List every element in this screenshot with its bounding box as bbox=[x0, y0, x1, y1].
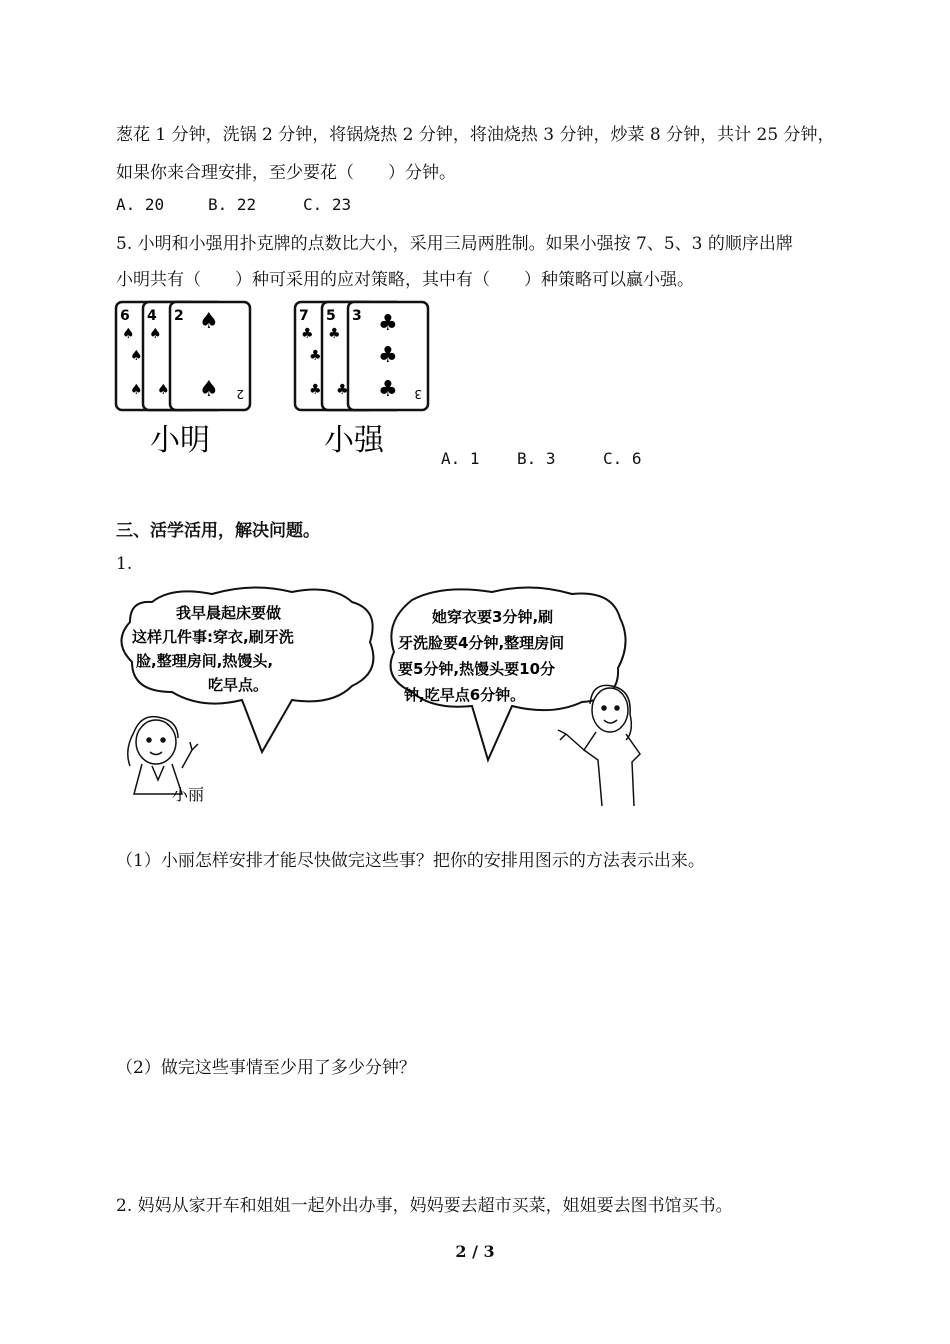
left-bubble-line4: 吃早点。 bbox=[208, 676, 269, 694]
q5-option-b: B. 3 bbox=[517, 449, 556, 468]
spade-icon: ♠ bbox=[199, 377, 219, 402]
right-bubble-line3: 要5分钟,热馒头要10分 bbox=[398, 660, 556, 678]
girl-name-label: 小丽 bbox=[172, 785, 205, 804]
club-icon: ♣ bbox=[309, 382, 322, 398]
q4-line2: 如果你来合理安排，至少要花（ ）分钟。 bbox=[116, 163, 456, 183]
left-bubble-line3: 脸,整理房间,热馒头, bbox=[136, 652, 274, 670]
playing-cards-figure bbox=[110, 298, 440, 468]
q4-option-c: C. 23 bbox=[303, 195, 352, 214]
page-number: 2 / 3 bbox=[455, 1242, 495, 1261]
right-bubble-line4: 钟,吃早点6分钟。 bbox=[404, 686, 526, 704]
q4-line1: 葱花 1 分钟，洗锅 2 分钟，将锅烧热 2 分钟，将油烧热 3 分钟，炒菜 8 分钟，共计 25 分钟， bbox=[116, 125, 835, 145]
sub-question-1: （1）小丽怎样安排才能尽快做完这些事？把你的安排用图示的方法表示出来。 bbox=[116, 851, 705, 871]
spade-icon: ♠ bbox=[199, 309, 219, 334]
xiaoqiang-label: 小强 bbox=[324, 423, 384, 458]
q4-option-a: A. 20 bbox=[116, 195, 165, 214]
sub-question-2: （2）做完这些事情至少用了多少分钟？ bbox=[116, 1058, 416, 1078]
question-2: 2. 妈妈从家开车和姐姐一起外出办事，妈妈要去超市买菜，姐姐要去图书馆买书。 bbox=[116, 1196, 733, 1216]
right-bubble-line1: 她穿衣要3分钟,刷 bbox=[432, 608, 554, 626]
q5-option-c: C. 6 bbox=[603, 449, 642, 468]
q5-line2: 小明共有（ ）种可采用的应对策略，其中有（ ）种策略可以赢小强。 bbox=[116, 270, 694, 290]
club-icon: ♣ bbox=[378, 343, 398, 368]
club-icon: ♣ bbox=[378, 377, 398, 402]
card-2-corner-value: 2 bbox=[236, 387, 244, 401]
xiaoqiang-cards bbox=[295, 302, 428, 410]
left-bubble-line1: 我早晨起床要做 bbox=[176, 604, 282, 622]
section3-heading: 三、活学活用，解决问题。 bbox=[116, 521, 320, 541]
xiaoming-cards bbox=[116, 302, 250, 410]
spade-icon: ♠ bbox=[122, 326, 135, 342]
left-bubble-line2: 这样几件事:穿衣,刷牙洗 bbox=[132, 628, 294, 646]
club-icon: ♣ bbox=[328, 326, 341, 342]
club-icon: ♣ bbox=[309, 348, 322, 364]
q1-number: 1. bbox=[116, 554, 133, 574]
card-5-value: 5 bbox=[326, 308, 336, 324]
q5-option-a: A. 1 bbox=[441, 449, 480, 468]
card-6-value: 6 bbox=[120, 308, 130, 324]
club-icon: ♣ bbox=[301, 326, 314, 342]
card-7-value: 7 bbox=[299, 308, 309, 324]
card-4-value: 4 bbox=[147, 308, 157, 324]
spade-icon: ♠ bbox=[149, 326, 162, 342]
xiaoming-label: 小明 bbox=[150, 423, 210, 458]
spade-icon: ♠ bbox=[130, 382, 143, 398]
right-bubble-line2: 牙洗脸要4分钟,整理房间 bbox=[398, 634, 565, 652]
club-icon: ♣ bbox=[336, 382, 349, 398]
q4-option-b: B. 22 bbox=[208, 195, 257, 214]
q5-line1: 5. 小明和小强用扑克牌的点数比大小，采用三局两胜制。如果小强按 7、5、3 的顺序出牌 bbox=[116, 234, 793, 254]
card-3-value: 3 bbox=[352, 308, 362, 324]
spade-icon: ♠ bbox=[130, 348, 143, 364]
spade-icon: ♠ bbox=[157, 382, 170, 398]
girl-xiaoli-illustration bbox=[128, 717, 198, 794]
card-3-corner-value: 3 bbox=[414, 387, 422, 401]
card-2-value: 2 bbox=[174, 308, 184, 324]
speech-bubble-figure bbox=[112, 582, 652, 812]
club-icon: ♣ bbox=[378, 311, 398, 336]
